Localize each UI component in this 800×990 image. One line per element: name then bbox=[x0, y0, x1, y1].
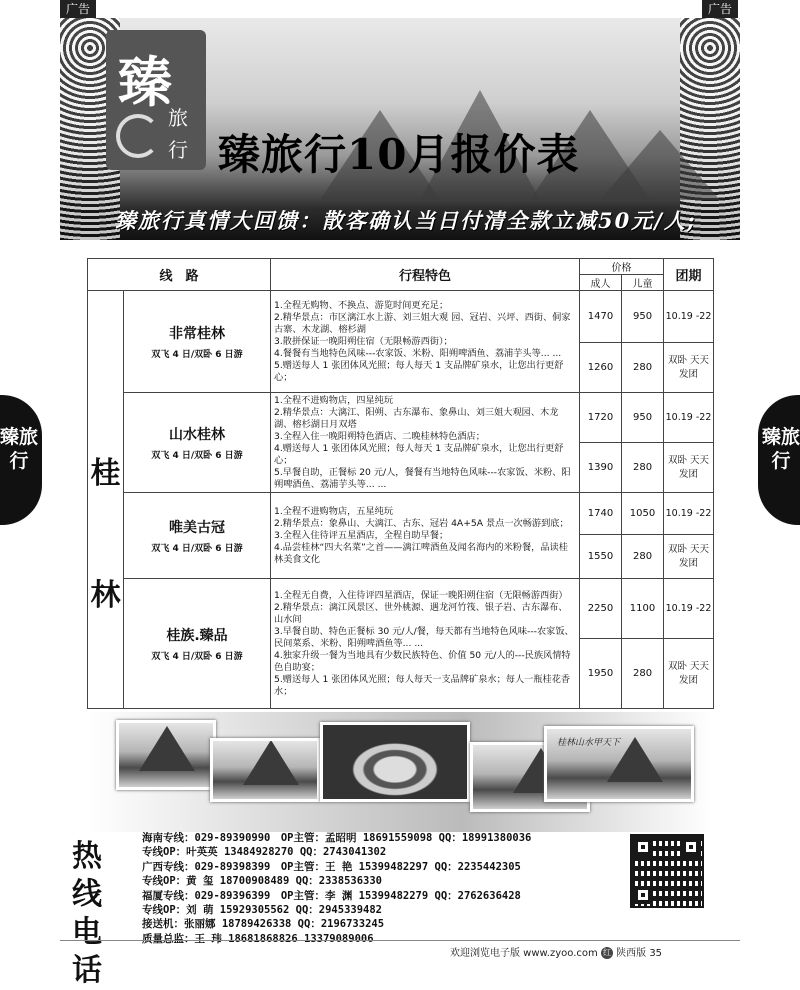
header-child: 儿童 bbox=[622, 275, 664, 291]
child-price: 280 bbox=[622, 443, 664, 493]
feature-line: 2.精华景点：市区漓江水上游、刘三姐大观 园、冠岩、兴坪、西街、侗家古寨、木龙湖、榕杉湖 bbox=[274, 311, 571, 335]
feature-line: 5.早餐自助，正餐标 20 元/人，餐餐有当地特色风味---农家饭、米粉、阳朔啤酒鱼、荔浦芋头等... ... bbox=[274, 466, 571, 490]
landscape-photo-2 bbox=[210, 738, 320, 802]
feature-line: 1.全程不进购物店，五星纯玩 bbox=[274, 505, 394, 517]
city-cell bbox=[88, 291, 124, 709]
header-route: 线 路 bbox=[88, 259, 271, 291]
qr-corner bbox=[682, 838, 700, 856]
adult-price: 1390 bbox=[580, 443, 622, 493]
contact-list bbox=[142, 831, 531, 946]
child-price: 950 bbox=[622, 393, 664, 443]
contact-line: 接送机：张丽娜 18789426338 QQ：2196733245 bbox=[142, 918, 385, 931]
table-row bbox=[88, 579, 714, 639]
feature-line: 2.精华景点：大漓江、阳朔、古东瀑布、象鼻山、刘三姐大观园、木龙湖、榕杉湖日月双塔 bbox=[274, 406, 559, 430]
table-row bbox=[88, 393, 714, 443]
tour-price-table bbox=[87, 258, 714, 709]
adult-price: 1470 bbox=[580, 291, 622, 343]
logo-char-main: 臻 bbox=[118, 50, 172, 114]
edition-badge-icon: 红 bbox=[602, 948, 611, 957]
qr-corner bbox=[634, 838, 652, 856]
hotline-title: 热线电话 bbox=[72, 839, 104, 988]
table-row bbox=[88, 291, 714, 343]
route-cell bbox=[124, 393, 271, 493]
route-features bbox=[271, 493, 580, 579]
adult-price: 2250 bbox=[580, 579, 622, 639]
mountain-shape bbox=[600, 130, 720, 200]
route-cell bbox=[124, 291, 271, 393]
footer-edition: 陕西版 bbox=[616, 948, 647, 959]
table-row bbox=[88, 493, 714, 535]
child-price: 280 bbox=[622, 535, 664, 579]
route-duration: 双飞 4 日/双卧 6 日游 bbox=[151, 350, 243, 360]
tour-date: 10.19 -22 bbox=[664, 493, 714, 535]
side-tab-label: 臻旅行 bbox=[762, 426, 800, 472]
tour-date: 双卧 天天 发团 bbox=[664, 443, 714, 493]
feature-line: 1.全程不进购物店，四星纯玩 bbox=[274, 394, 394, 406]
tour-date: 10.19 -22 bbox=[664, 579, 714, 639]
route-features bbox=[271, 393, 580, 493]
landscape-photo-1 bbox=[116, 720, 216, 790]
footer-divider bbox=[60, 940, 740, 941]
adult-price: 1550 bbox=[580, 535, 622, 579]
qr-corner bbox=[634, 886, 652, 904]
child-price: 1100 bbox=[622, 579, 664, 639]
logo-char-2: 行 bbox=[168, 138, 188, 162]
logo-char-1: 旅 bbox=[168, 106, 188, 130]
tour-date: 双卧 天天 发团 bbox=[664, 343, 714, 393]
side-tab-label: 臻旅行 bbox=[0, 426, 39, 472]
feature-line: 3.全程入住一晚阳朔特色酒店、二晚桂林特色酒店； bbox=[274, 430, 485, 442]
child-price: 1050 bbox=[622, 493, 664, 535]
feature-line: 4.赠送每人 1 张团体风光照；每人每天 1 支品牌矿泉水，让您出行更舒心； bbox=[274, 442, 564, 466]
contact-line: 专线OP：黄 玺 18700908489 QQ：2338536330 bbox=[142, 875, 383, 888]
feature-line: 4.品尝桂林“四大名菜”之首——漓江啤酒鱼及闻名海内的米粉餐，品读桂林美食文化 bbox=[274, 541, 568, 565]
photo-caption: 桂林山水甲天下 bbox=[557, 738, 621, 748]
brand-logo bbox=[106, 30, 206, 170]
contact-line: 广西专线：029-89398399 OP主管：王 艳 15399482297 QQ：2235442305 bbox=[142, 860, 521, 873]
swirl-icon bbox=[116, 114, 160, 158]
child-price: 280 bbox=[622, 343, 664, 393]
photo-mountain bbox=[243, 740, 299, 785]
city-char: 桂 bbox=[90, 455, 121, 491]
footer bbox=[450, 944, 662, 959]
tulou-photo bbox=[320, 722, 470, 802]
contact-line: 专线OP：刘 萌 15929305562 QQ：2945339482 bbox=[142, 904, 383, 917]
route-features bbox=[271, 579, 580, 709]
route-duration: 双飞 4 日/双卧 6 日游 bbox=[151, 451, 243, 461]
feature-line: 3.散拼保证一晚阳朔住宿（无限畅游西街）； bbox=[274, 335, 453, 347]
adult-price: 1260 bbox=[580, 343, 622, 393]
side-tab-left bbox=[0, 395, 42, 525]
feature-line: 2.精华景点：漓江风景区、世外桃源、遇龙河竹筏、银子岩、古东瀑布、山水间 bbox=[274, 601, 568, 625]
feature-line: 1.全程无自费，入住待评四星酒店，保证一晚阳朔住宿（无限畅游西街） bbox=[274, 589, 568, 601]
adult-price: 1720 bbox=[580, 393, 622, 443]
promo-slogan: 臻旅行真情大回馈：散客确认当日付清全款立减50元/人; bbox=[115, 208, 697, 233]
qr-code-icon[interactable] bbox=[630, 834, 704, 908]
child-price: 280 bbox=[622, 639, 664, 709]
tour-date: 10.19 -22 bbox=[664, 291, 714, 343]
route-name: 非常桂林 bbox=[169, 326, 225, 342]
header-tour-date: 团期 bbox=[664, 259, 714, 291]
feature-line: 3.早餐自助、特色正餐标 30 元/人/餐，每天都有当地特色风味---农家饭、民间菜系、米粉、阳朔啤酒鱼等... ... bbox=[274, 625, 574, 649]
ad-label-right: 广告 bbox=[702, 0, 738, 18]
header-features: 行程特色 bbox=[271, 259, 580, 291]
feature-line: 1.全程无购物、不换点、游览时间更充足； bbox=[274, 299, 449, 311]
route-features bbox=[271, 291, 580, 393]
feature-line: 3.全程入住待评五星酒店，全程自助早餐； bbox=[274, 529, 449, 541]
feature-line: 4.餐餐有当地特色风味---农家饭、米粉、阳朔啤酒鱼、荔浦芋头等... ... bbox=[274, 347, 562, 359]
route-cell bbox=[124, 579, 271, 709]
route-name: 山水桂林 bbox=[169, 427, 225, 443]
side-tab-right bbox=[758, 395, 800, 525]
route-name: 唯美古冠 bbox=[169, 520, 225, 536]
header-price: 价格 bbox=[580, 259, 664, 275]
footer-website[interactable]: 欢迎浏览电子版 www.zyoo.com bbox=[450, 948, 598, 959]
route-name: 桂族.臻品 bbox=[166, 628, 228, 644]
adult-price: 1950 bbox=[580, 639, 622, 709]
tour-date: 双卧 天天 发团 bbox=[664, 535, 714, 579]
table-header-row bbox=[88, 259, 714, 275]
route-cell bbox=[124, 493, 271, 579]
page-title: 臻旅行10月报价表 bbox=[218, 130, 580, 179]
contact-line: 福厦专线：029-89396399 OP主管：李 渊 15399482279 QQ：2762636428 bbox=[142, 889, 521, 902]
contact-line: 海南专线：029-89390990 OP主管：孟昭明 18691559098 QQ：18991380036 bbox=[142, 832, 532, 844]
tour-date: 10.19 -22 bbox=[664, 393, 714, 443]
route-duration: 双飞 4 日/双卧 6 日游 bbox=[151, 544, 243, 554]
page-number: 35 bbox=[649, 948, 663, 959]
landscape-photo-4 bbox=[544, 726, 694, 802]
tour-date: 双卧 天天 发团 bbox=[664, 639, 714, 709]
header-adult: 成人 bbox=[580, 275, 622, 291]
adult-price: 1740 bbox=[580, 493, 622, 535]
photo-mountain bbox=[139, 726, 195, 771]
feature-line: 2.精华景点：象鼻山、大漓江、古东、冠岩 4A+5A 景点一次畅游到底； bbox=[274, 517, 569, 529]
feature-line: 5.赠送每人 1 张团体风光照；每人每天一支品牌矿泉水；每人一瓶桂花香水； bbox=[274, 673, 571, 697]
contact-line: 专线OP：叶英英 13484928270 QQ：2743041302 bbox=[142, 846, 387, 859]
contact-line: 质量总监：王 玮 18681868826 13379089006 bbox=[142, 932, 374, 945]
feature-line: 4.独家升级一餐为当地具有少数民族特色、价值 50 元/人的---民族风情特色自助宴； bbox=[274, 649, 571, 673]
child-price: 950 bbox=[622, 291, 664, 343]
ad-label-left: 广告 bbox=[60, 0, 96, 18]
city-char: 林 bbox=[90, 577, 121, 613]
route-duration: 双飞 4 日/双卧 6 日游 bbox=[151, 652, 243, 662]
feature-line: 5.赠送每人 1 张团体风光照；每人每天 1 支品牌矿泉水，让您出行更舒心； bbox=[274, 359, 564, 383]
